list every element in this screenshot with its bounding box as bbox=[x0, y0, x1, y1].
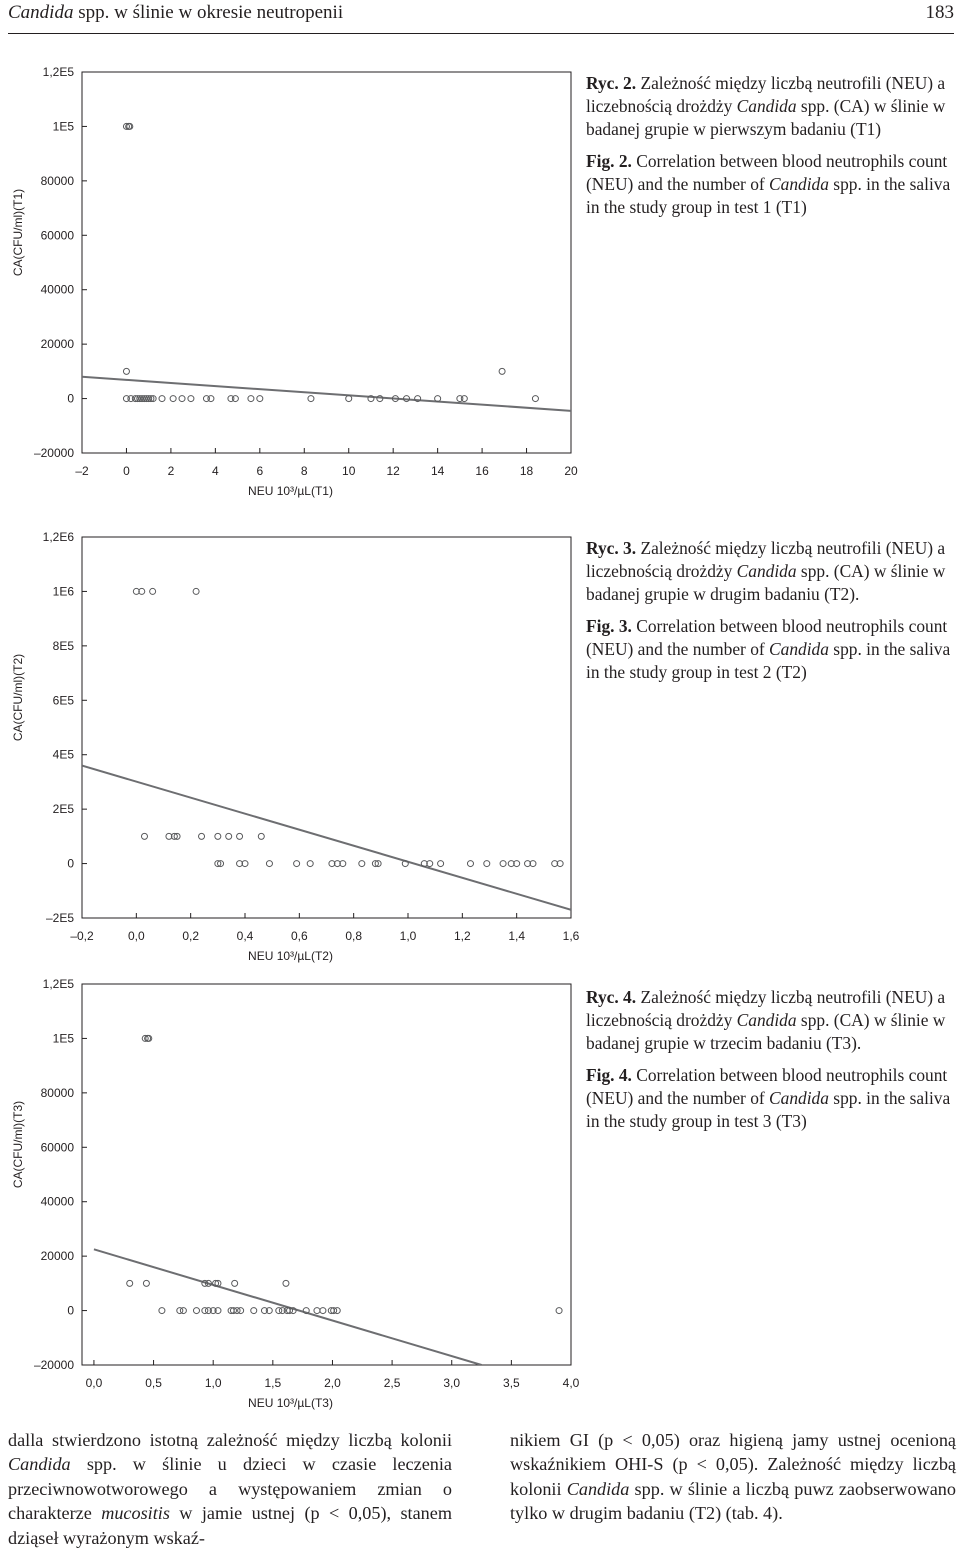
x-tick-label: 0,2 bbox=[182, 929, 200, 943]
body-text: nikiem GI (p < 0,05) oraz higieną jamy ustnej ocenioną wskaźnikiem OHI-S (p < 0,05). Zależność między liczbą kolonii bbox=[510, 1430, 956, 1499]
x-tick-label: 10 bbox=[342, 464, 356, 478]
figure-2-scatter-chart bbox=[0, 60, 580, 500]
x-tick-label: 4 bbox=[212, 464, 219, 478]
y-tick-label: 80000 bbox=[40, 1085, 74, 1100]
x-tick-label: –0,2 bbox=[70, 929, 94, 943]
body-genus: Candida bbox=[566, 1478, 630, 1499]
data-point bbox=[346, 396, 352, 402]
y-axis-label: CA(CFU/ml)(T1) bbox=[11, 188, 25, 277]
data-point bbox=[159, 1308, 165, 1314]
body-text-left-column bbox=[8, 1428, 452, 1550]
data-point bbox=[123, 368, 129, 374]
data-point bbox=[266, 861, 272, 867]
figure-4-caption-en bbox=[586, 1064, 956, 1133]
caption-genus: Candida bbox=[736, 1010, 797, 1030]
y-tick-label: 1,2E5 bbox=[42, 65, 74, 79]
caption-genus: Candida bbox=[769, 639, 829, 659]
x-tick-label: 2 bbox=[167, 464, 175, 478]
y-tick-label: 1E6 bbox=[52, 584, 74, 599]
y-tick-label: 80000 bbox=[40, 173, 74, 188]
x-tick-label: 20 bbox=[564, 464, 578, 478]
figure-3-scatter-chart bbox=[0, 525, 580, 965]
x-tick-label: 1,6 bbox=[562, 929, 580, 943]
data-point bbox=[232, 1280, 238, 1286]
data-point bbox=[283, 1280, 289, 1286]
figure-2-caption-en bbox=[586, 150, 956, 219]
figure-2-label-en: Fig. 2. bbox=[586, 151, 632, 171]
caption-text: spp. in the saliva in the study group in test 1 (T1) bbox=[586, 174, 951, 217]
y-tick-label: 40000 bbox=[40, 282, 74, 297]
x-tick-label: 6 bbox=[256, 464, 264, 478]
plot-frame bbox=[82, 537, 571, 918]
data-point bbox=[188, 396, 194, 402]
figure-4-caption bbox=[586, 986, 956, 1133]
x-tick-label: 0,6 bbox=[290, 929, 308, 943]
caption-genus: Candida bbox=[736, 96, 797, 116]
data-point bbox=[314, 1308, 320, 1314]
data-point bbox=[248, 396, 254, 402]
data-point bbox=[484, 861, 490, 867]
figure-4-caption-pl bbox=[586, 986, 956, 1055]
data-point bbox=[232, 396, 238, 402]
data-point bbox=[215, 833, 221, 839]
y-tick-label: 1,2E5 bbox=[42, 977, 74, 991]
caption-text: spp. in the saliva in the study group in test 3 (T3) bbox=[586, 1088, 951, 1131]
figure-3-label-en: Fig. 3. bbox=[586, 616, 632, 636]
x-tick-label: 12 bbox=[386, 464, 400, 478]
y-tick-label: –2E5 bbox=[45, 911, 74, 925]
y-tick-label: 2E5 bbox=[52, 802, 74, 817]
x-tick-label: 0 bbox=[123, 464, 130, 478]
x-tick-label: 1,0 bbox=[204, 1376, 222, 1390]
y-tick-label: 60000 bbox=[40, 1140, 74, 1155]
data-point bbox=[467, 861, 473, 867]
y-tick-label: 20000 bbox=[40, 1249, 74, 1264]
data-point bbox=[141, 833, 147, 839]
x-tick-label: 0,0 bbox=[127, 929, 145, 943]
caption-text: Correlation between blood neutrophils count (NEU) and the number of bbox=[586, 151, 948, 194]
data-point bbox=[499, 368, 505, 374]
y-tick-label: 8E5 bbox=[52, 638, 74, 653]
x-tick-label: 8 bbox=[300, 464, 308, 478]
y-tick-label: 0 bbox=[67, 391, 74, 406]
running-title-rest: spp. w ślinie w okresie neutropenii bbox=[73, 2, 344, 23]
y-axis-label: CA(CFU/ml)(T3) bbox=[11, 1100, 25, 1189]
figure-3-caption bbox=[586, 537, 956, 684]
x-tick-label: 0,0 bbox=[85, 1376, 103, 1390]
data-point bbox=[159, 396, 165, 402]
y-tick-label: 20000 bbox=[40, 337, 74, 352]
data-point bbox=[359, 861, 365, 867]
x-axis-label: NEU 10³/µL(T1) bbox=[248, 484, 333, 498]
caption-text: spp. (CA) w ślinie w badanej grupie w trzecim badaniu (T3). bbox=[586, 1010, 946, 1053]
data-point bbox=[308, 396, 314, 402]
caption-text: spp. (CA) w ślinie w badanej grupie w pierwszym badaniu (T1) bbox=[586, 96, 946, 139]
plot-frame bbox=[82, 72, 571, 453]
y-tick-label: 6E5 bbox=[52, 693, 74, 708]
x-tick-label: 16 bbox=[475, 464, 489, 478]
data-point bbox=[193, 1308, 199, 1314]
x-tick-label: 2,0 bbox=[324, 1376, 341, 1390]
y-tick-label: 40000 bbox=[40, 1194, 74, 1209]
data-point bbox=[208, 396, 214, 402]
caption-text: Correlation between blood neutrophils count (NEU) and the number of bbox=[586, 1065, 948, 1108]
data-point bbox=[238, 1308, 244, 1314]
figure-2-caption-pl bbox=[586, 72, 956, 141]
x-tick-label: 0,8 bbox=[345, 929, 363, 943]
caption-genus: Candida bbox=[769, 1088, 829, 1108]
figure-2-label-pl: Ryc. 2. bbox=[586, 73, 637, 93]
header-rule bbox=[8, 33, 954, 34]
data-point bbox=[180, 1308, 186, 1314]
x-axis-label: NEU 10³/µL(T2) bbox=[248, 949, 333, 963]
body-paragraph bbox=[8, 1428, 452, 1550]
body-text: dalla stwierdzono istotną zależność między liczbą kolonii bbox=[8, 1430, 452, 1450]
body-text: w jamie ustnej (p < 0,05), stanem dziąseł wyrażonym wskaź- bbox=[8, 1503, 452, 1548]
data-point bbox=[237, 833, 243, 839]
x-tick-label: 1,4 bbox=[508, 929, 526, 943]
body-text-right-column bbox=[510, 1428, 956, 1526]
x-tick-label: 1,2 bbox=[453, 929, 471, 943]
figure-3-caption-en bbox=[586, 615, 956, 684]
x-tick-label: 14 bbox=[430, 464, 445, 478]
x-tick-label: –2 bbox=[75, 464, 89, 478]
y-tick-label: 0 bbox=[67, 1303, 74, 1318]
data-point bbox=[500, 861, 506, 867]
running-title bbox=[8, 2, 343, 24]
y-tick-label: –20000 bbox=[33, 446, 74, 460]
data-point bbox=[334, 1308, 340, 1314]
x-tick-label: 18 bbox=[519, 464, 534, 478]
body-term: mucositis bbox=[101, 1503, 170, 1524]
body-genus: Candida bbox=[8, 1454, 71, 1475]
x-tick-label: 1,5 bbox=[264, 1376, 282, 1390]
data-point bbox=[320, 1308, 326, 1314]
figure-3-caption-pl bbox=[586, 537, 956, 606]
caption-text: Zależność między liczbą neutrofili (NEU) a liczebnością drożdży bbox=[586, 73, 946, 116]
x-tick-label: 0,5 bbox=[145, 1376, 162, 1390]
caption-text: Correlation between blood neutrophils count (NEU) and the number of bbox=[586, 616, 948, 659]
figure-4-scatter-chart bbox=[0, 972, 580, 1412]
x-axis-label: NEU 10³/µL(T3) bbox=[248, 1396, 333, 1410]
x-tick-label: 3,5 bbox=[503, 1376, 520, 1390]
caption-genus: Candida bbox=[769, 174, 829, 194]
data-point bbox=[193, 588, 199, 594]
data-point bbox=[556, 1308, 562, 1314]
y-tick-label: 1E5 bbox=[52, 1031, 74, 1046]
data-point bbox=[251, 1308, 257, 1314]
body-text: spp. w ślinie u dzieci w czasie leczenia przeciwnowotworowego a występowaniem zmian o charakterze bbox=[8, 1454, 452, 1524]
data-point bbox=[143, 1280, 149, 1286]
data-point bbox=[532, 396, 538, 402]
body-text: spp. w ślinie a liczbą puwz zaobserwowano tylko w drugim badaniu (T2) (tab. 4). bbox=[510, 1478, 956, 1524]
data-point bbox=[438, 861, 444, 867]
x-tick-label: 2,5 bbox=[383, 1376, 401, 1390]
data-point bbox=[294, 861, 300, 867]
x-tick-label: 4,0 bbox=[562, 1376, 580, 1390]
figure-3-label-pl: Ryc. 3. bbox=[586, 538, 637, 558]
data-point bbox=[127, 1280, 133, 1286]
body-paragraph bbox=[510, 1428, 956, 1526]
caption-text: Zależność między liczbą neutrofili (NEU) a liczebnością drożdży bbox=[586, 538, 946, 581]
caption-genus: Candida bbox=[736, 561, 797, 581]
y-tick-label: –20000 bbox=[33, 1358, 74, 1372]
regression-line bbox=[82, 766, 571, 910]
data-point bbox=[258, 833, 264, 839]
data-point bbox=[150, 588, 156, 594]
page-number: 183 bbox=[925, 2, 954, 23]
running-head bbox=[8, 2, 954, 28]
figure-2-caption bbox=[586, 72, 956, 219]
y-axis-label: CA(CFU/ml)(T2) bbox=[11, 653, 25, 742]
data-point bbox=[257, 396, 263, 402]
y-tick-label: 0 bbox=[67, 856, 74, 871]
caption-text: spp. in the saliva in the study group in test 2 (T2) bbox=[586, 639, 951, 682]
data-point bbox=[307, 861, 313, 867]
x-tick-label: 1,0 bbox=[399, 929, 417, 943]
figure-4-label-en: Fig. 4. bbox=[586, 1065, 632, 1085]
x-tick-label: 0,4 bbox=[236, 929, 254, 943]
y-tick-label: 1,2E6 bbox=[42, 530, 74, 544]
data-point bbox=[170, 396, 176, 402]
caption-text: Zależność między liczbą neutrofili (NEU) a liczebnością drożdży bbox=[586, 987, 946, 1030]
caption-text: spp. (CA) w ślinie w badanej grupie w drugim badaniu (T2). bbox=[586, 561, 946, 604]
data-point bbox=[179, 396, 185, 402]
running-title-genus: Candida bbox=[8, 2, 74, 23]
y-tick-label: 60000 bbox=[40, 228, 74, 243]
data-point bbox=[226, 833, 232, 839]
data-point bbox=[199, 833, 205, 839]
regression-line bbox=[82, 377, 571, 411]
data-point bbox=[461, 396, 467, 402]
plot-frame bbox=[82, 984, 571, 1365]
y-tick-label: 1E5 bbox=[52, 119, 74, 134]
y-tick-label: 4E5 bbox=[52, 747, 74, 762]
x-tick-label: 3,0 bbox=[443, 1376, 461, 1390]
figure-4-label-pl: Ryc. 4. bbox=[586, 987, 637, 1007]
